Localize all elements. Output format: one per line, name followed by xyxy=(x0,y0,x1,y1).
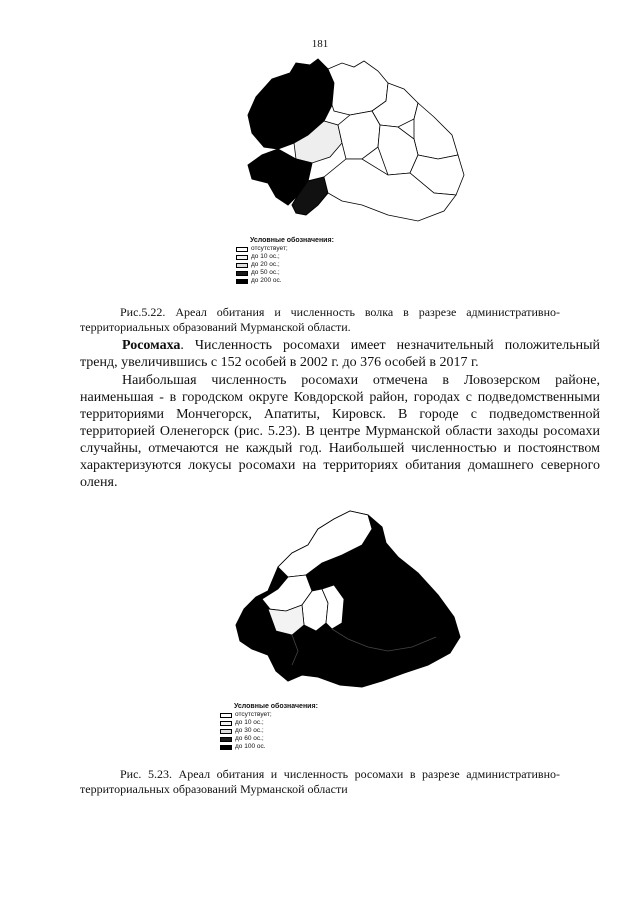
legend-swatch xyxy=(220,737,232,742)
legend-label: до 10 ос.; xyxy=(235,719,264,726)
legend-label: отсутствует; xyxy=(251,245,288,252)
legend-title: Условные обозначения: xyxy=(250,237,334,244)
legend-item xyxy=(236,261,334,269)
legend-label: отсутствует; xyxy=(235,711,272,718)
legend-item xyxy=(236,253,334,261)
paragraph-wolverine-trend xyxy=(80,337,600,371)
legend-item xyxy=(220,743,318,751)
caption-line: территориальных образований Мурманской области. xyxy=(80,320,351,334)
legend-item xyxy=(236,269,334,277)
legend-item xyxy=(220,735,318,743)
legend-label: до 50 ос.; xyxy=(251,269,280,276)
caption-line: Рис. 5.23. Ареал обитания и численность росомахи в разрезе административно- xyxy=(120,767,560,781)
caption-line: Рис.5.22. Ареал обитания и численность волка в разрезе административно- xyxy=(120,305,560,319)
wolverine-map-legend xyxy=(220,702,318,751)
map-region xyxy=(378,125,418,175)
legend-swatch xyxy=(220,745,232,750)
legend-swatch xyxy=(236,271,248,276)
legend-swatch xyxy=(220,721,232,726)
legend-item xyxy=(220,711,318,719)
paragraph xyxy=(80,337,600,371)
legend-swatch xyxy=(236,263,248,268)
legend-label: до 30 ос.; xyxy=(235,727,264,734)
legend-label: до 10 ос.; xyxy=(251,253,280,260)
paragraph-text: . Численность росомахи имеет незначительный положительный тренд, увеличившись с 152 особей в 2002 г. до 376 особей в 2017 г. xyxy=(80,338,600,370)
caption-line: территориальных образований Мурманской области xyxy=(80,782,348,796)
legend-item xyxy=(236,277,334,285)
page-number: 181 xyxy=(311,38,329,50)
section-heading: Росомаха xyxy=(122,338,181,353)
figure-caption xyxy=(80,305,560,335)
figure-caption xyxy=(80,767,560,797)
legend-label: до 100 ос. xyxy=(235,743,266,750)
legend-swatch xyxy=(236,279,248,284)
legend-swatch xyxy=(220,729,232,734)
paragraph-text: Наибольшая численность росомахи отмечена в Ловозерском районе, наименьшая - в городском округе Ковдорской район, городах с подведомственными территориями Мончегорск, Апатиты, Кировск. В городе с подведомственной территорией Оленегорск (рис. 5.23). В центре Мурманской области заходы росомахи случайны, отмечаются не каждый год. Наибольшей численностью и постоянством характеризуются локусы росомахи на территориях обитания домашнего северного оленя. xyxy=(80,373,600,490)
map-region xyxy=(414,103,458,159)
wolf-distribution-map xyxy=(238,55,470,235)
legend-item xyxy=(220,727,318,735)
wolf-map-legend xyxy=(236,236,334,285)
legend-label: до 60 ос.; xyxy=(235,735,264,742)
legend-swatch xyxy=(236,247,248,252)
legend-label: до 20 ос.; xyxy=(251,261,280,268)
wolverine-distribution-map xyxy=(222,505,472,703)
legend-item xyxy=(220,719,318,727)
paragraph xyxy=(80,372,600,491)
legend-swatch xyxy=(236,255,248,260)
legend-title: Условные обозначения: xyxy=(234,703,318,710)
legend-item xyxy=(236,245,334,253)
map-region xyxy=(338,111,380,159)
legend-swatch xyxy=(220,713,232,718)
legend-label: до 200 ос. xyxy=(251,277,282,284)
